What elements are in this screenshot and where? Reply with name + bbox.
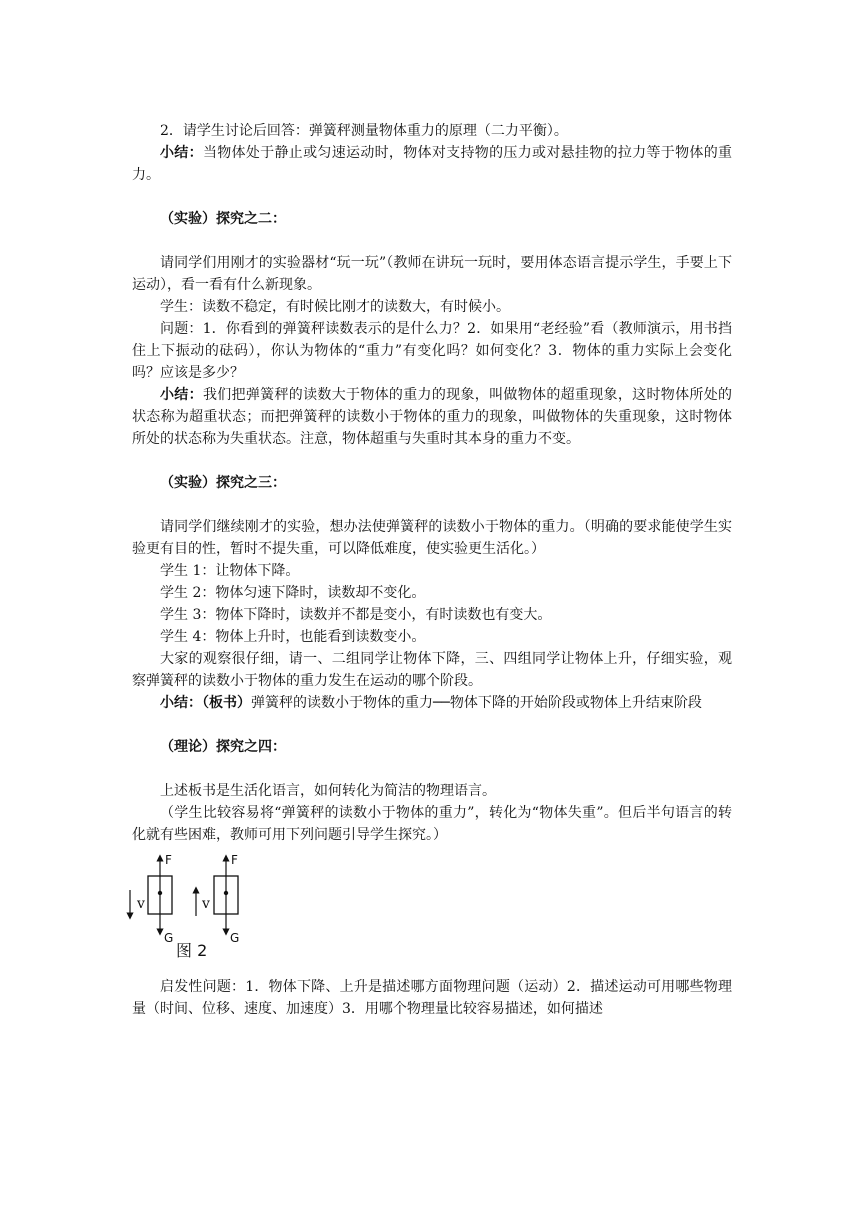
paragraph: 大家的观察很仔细，请一、二组同学让物体下降，三、四组同学让物体上升，仔细实验，观察弹簧秤的读数小于物体的重力发生在运动的哪个阶段。	[132, 651, 732, 689]
document-page	[132, 120, 732, 1020]
force-diagram-figure	[124, 854, 254, 966]
diagram-falling	[130, 854, 173, 944]
velocity-label: v	[137, 896, 145, 912]
paragraph: 启发性问题：1．物体下降、上升是描述哪方面物理问题（运动）2．描述运动可用哪些物理量（时间、位移、速度、加速度）3．用哪个物理量比较容易描述，如何描述	[132, 979, 732, 1017]
velocity-label: v	[202, 896, 210, 912]
summary-paragraph	[132, 142, 732, 186]
force-diagram	[124, 854, 254, 944]
force-down-label: G	[230, 931, 240, 944]
summary-paragraph	[132, 692, 732, 714]
summary-text: 当物体处于静止或匀速运动时，物体对支持物的压力或对悬挂物的拉力等于物体的重力。	[132, 145, 733, 183]
section-heading: （实验）探究之三：	[160, 475, 286, 491]
paragraph: 问题：1．你看到的弹簧秤读数表示的是什么力？2．如果用“老经验”看（教师演示，用书挡住上下振动的砝码），你认为物体的“重力”有变化吗？如何变化？3．物体的重力实际上会变化吗？应该是多少？	[132, 321, 732, 381]
section-heading: （实验）探究之二：	[160, 211, 286, 227]
paragraph: 学生 4：物体上升时，也能看到读数变小。	[160, 629, 426, 645]
force-down-label: G	[164, 931, 174, 944]
paragraph: 学生 2：物体匀速下降时，读数却不变化。	[160, 585, 426, 601]
diagram-rising	[196, 854, 239, 944]
force-up-label: F	[231, 854, 238, 867]
paragraph: 请同学们用刚才的实验器材“玩一玩”（教师在讲玩一玩时，要用体态语言提示学生，手要上下运动），看一看有什么新现象。	[132, 255, 732, 293]
paragraph: 学生：读数不稳定，有时候比刚才的读数大，有时候小。	[160, 299, 510, 315]
paragraph: 请同学们继续刚才的实验，想办法使弹簧秤的读数小于物体的重力。（明确的要求能使学生实验更有目的性，暂时不提失重，可以降低难度，使实验更生活化。）	[132, 519, 732, 557]
paragraph: 学生 1：让物体下降。	[160, 563, 300, 579]
paragraph: （学生比较容易将“弹簧秤的读数小于物体的重力”，转化为“物体失重”。但后半句语言的转化就有些困难，教师可用下列问题引导学生探究。）	[132, 805, 732, 843]
force-up-label: F	[165, 854, 172, 867]
summary-text: 弹簧秤的读数小于物体的重力──物体下降的开始阶段或物体上升结束阶段	[251, 695, 702, 711]
summary-paragraph	[132, 384, 732, 450]
summary-text: 我们把弹簧秤的读数大于物体的重力的现象，叫做物体的超重现象，这时物体所处的状态称为超重状态；而把弹簧秤的读数小于物体的重力的现象，叫做物体的失重现象，这时物体所处的状态称为失重状态。注意，物体超重与失重时其本身的重力不变。	[132, 387, 733, 447]
paragraph: 2．请学生讨论后回答：弹簧秤测量物体重力的原理（二力平衡）。	[160, 123, 568, 139]
paragraph: 上述板书是生活化语言，如何转化为简洁的物理语言。	[160, 783, 496, 799]
summary-label: 小结：	[160, 145, 203, 161]
paragraph: 学生 3：物体下降时，读数并不都是变小，有时读数也有变大。	[160, 607, 552, 623]
section-heading: （理论）探究之四：	[160, 739, 286, 755]
summary-label: 小结：	[160, 387, 203, 403]
summary-label: 小结：（板书）	[160, 695, 251, 711]
figure-caption: 图 2	[176, 941, 208, 960]
